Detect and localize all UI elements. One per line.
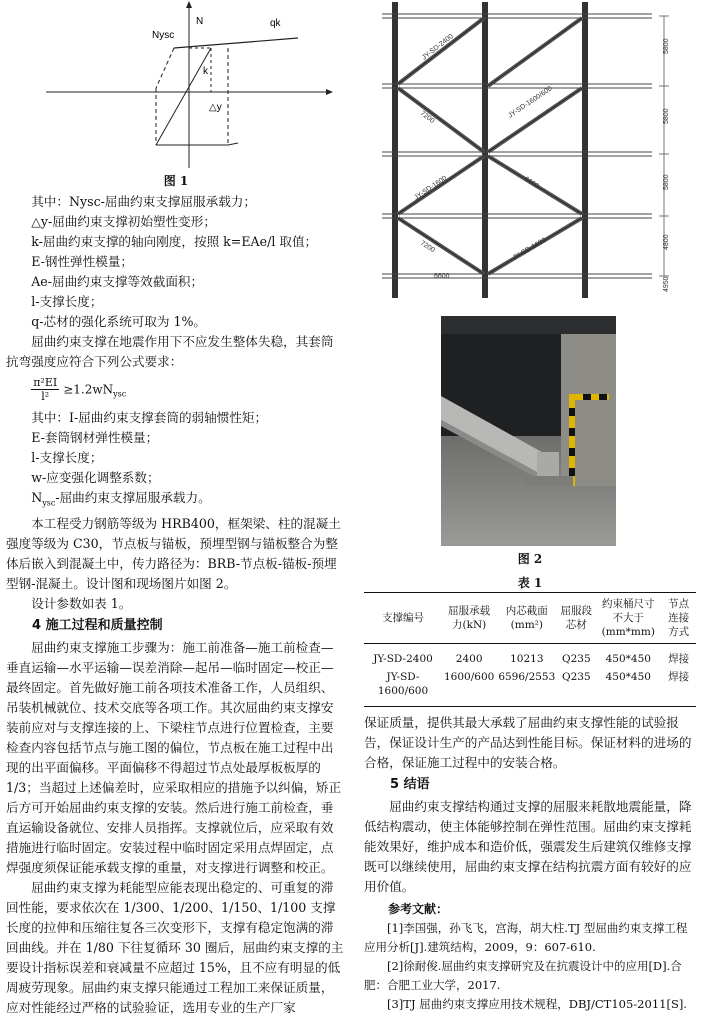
table-row [364,644,696,669]
figure1-caption: 图 1 [163,174,189,188]
reference-item: [1]李国强，孙飞飞，宫海，胡大柱.TJ 型屈曲约束支撑工程应用分析[J].建筑结构，2009，9：607-610. [364,921,688,954]
fig2-length: 6600 [522,175,540,191]
fig2-brace-label: JY-SD-2400 [420,32,455,62]
table-cell: Q235 [561,671,591,683]
table-cell: 1600/600 [444,671,495,683]
para-continued: 保证质量，提供其最大承载了屈曲约束支撑性能的试验报告，保证设计生产的产品达到性能目标。保证材料的进场的合格，保证施工过程中的安装合格。 [364,715,692,770]
fig1-label-qk: qk [270,18,281,29]
fig2-length: 7200 [418,110,436,125]
para-steps: 屈曲约束支撑施工步骤为：施工前准备—施工前检查—垂直运输—水平运输—误差消除—起吊—临时固定—校正—最终固定。首先做好施工前各项技术准备工作，人员组织、吊装机械就位、技术交底等各项工作。其次屈曲约束支撑安装前应对与支撑连接的上、下梁柱节点进行位置检查，主要检查内容包括节点与施工图的偏位，节点板在施工过程中出现的出平面偏移。平面偏移不得超过节点处最厚板板厚的 1/3；当超过上述偏差时，应采取相应的措施予以纠偏，矫正后方可开始屈曲约束支撑的安装。然后进行施工前检查，垂直运输设备就位、安排人员指挥。支撑就位后，应采取有效措施进行临时固定。安装过程中临时固定采用点焊固定，点焊强度须保证能承载支撑的重量，对支撑进行调整和校正。 [6,639,342,875]
fig2-dim: 4800 [663,234,670,250]
def-line: w-应变强化调整系数； [31,470,160,485]
definitions-list-1 [6,192,346,332]
def-line: l-支撑长度； [31,294,103,309]
table-header: 屈服段芯材 [560,605,593,631]
para-conclusion: 屈曲约束支撑结构通过支撑的屈服来耗散地震能量，降低结构震动，使主体能够控制在弹性范围。屈曲约束支撑耗能效果好，维护成本和造价低，强震发生后建筑仅维修支撑既可以继续使用，屈曲约束支撑在结构抗震方面有较好的应用价值。 [364,799,692,894]
def-line: 其中：I-屈曲约束支撑套筒的弱轴惯性矩； [31,410,268,425]
def-line: △y-屈曲约束支撑初始塑性变形； [31,214,216,229]
figure2-structural-drawing [364,0,696,302]
table-cell: 2400 [455,653,483,665]
figure1-hysteresis-diagram [6,0,346,172]
table-cell: 6596/2553 [498,671,556,683]
fig2-dim: 5800 [663,174,670,190]
def-line: E-套筒钢材弹性模量； [31,430,159,445]
fig2-dim: 4950 [663,276,670,292]
table1 [364,592,696,707]
table-header: 约束桶尺寸不大于(mm*mm) [601,598,655,638]
table-cell: 450*450 [605,671,651,683]
reference-item: [3]TJ 屈曲约束支撑应用技术规程，DBJ/CT105-2011[S]. [387,997,687,1011]
def-line: l-支撑长度； [31,450,103,465]
fig1-label-k: k [203,66,208,77]
def-line: q-芯材的强化系统可取为 1%。 [31,314,207,329]
site-photo-scene [441,316,616,546]
reference-item: [2]徐耐俊.屈曲约束支撑研究及在抗震设计中的应用[D].合肥：合肥工业大学，2017. [364,959,682,992]
left-column [6,0,346,1018]
fig2-dim: 5800 [663,38,670,54]
def-line: Ae-屈曲约束支撑等效截面积； [31,274,204,289]
table-cell: JY-SD-1600/600 [377,671,429,697]
fig2-length: 6600 [434,273,450,280]
table-cell: 10213 [510,653,544,665]
table1-title: 表 1 [517,576,543,590]
table-header: 屈服承载力(kN) [448,605,491,631]
table-header: 支撑编号 [382,612,424,624]
para-quality: 屈曲约束支撑为耗能型应能表现出稳定的、可重复的滞回性能，要求依次在 1/300、1/200、1/150、1/100 支撑长度的拉伸和压缩往复各三次变形下，支撑有稳定饱满的滞回曲线。并在 1/80 下往复循环 30 圈后，屈曲约束支撑的主要设计指标误差和衰减量不应超过 15%，且不应有明显的低周疲劳现象。屈曲约束支撑只能通过工程加工来保证质量，应对性能经过严格的试验验证，选用专业的生产厂家 [6,879,344,1015]
table-cell: Q235 [561,653,591,665]
table-cell: 450*450 [605,653,651,665]
para-stability: 屈曲约束支撑在地震作用下不应发生整体失稳，其套筒抗弯强度应符合下列公式要求： [6,334,334,369]
def-line: $N_{ysc}-$屈曲约束支撑屈服承载力。 [31,490,211,508]
definitions-list-2 [6,408,346,514]
fig1-label-n: N [196,16,204,27]
fig1-label-nysc: Nysc [152,30,175,41]
fig2-brace-label: JY-SD-1600 [511,236,548,262]
table-cell: JY-SD-2400 [373,653,433,665]
site-photo [441,316,616,546]
para-project: 本工程受力钢筋等级为 HRB400，框架梁、柱的混凝土强度等级为 C30，节点板与锚板，预埋型钢与锚板整合为整体后嵌入到混凝土中，传力路径为：BRB-节点板-锚板-预埋型钢-混凝土。设计图和现场图片如图 2。 [6,515,341,591]
fig2-brace-label: JY-SD-1600 [413,174,449,202]
table-cell: 焊接 [668,653,690,665]
references-heading: 参考文献： [388,902,449,916]
para-params: 设计参数如表 1。 [31,595,132,611]
table-header: 节点连接方式 [668,598,690,638]
fig2-brace-label: JY-SD-1600/600 [507,85,554,120]
formula-fraction [31,376,59,403]
fig2-length: 7200 [418,239,436,255]
formula-subscript: ysc [113,389,127,399]
fig1-label-delta-y: △y [209,102,222,113]
def-line: E-钢性弹性模量； [31,254,134,269]
figure2-caption: 图 2 [517,552,543,566]
formula-numerator: π²EI [33,376,58,389]
table-header-row [364,593,696,644]
section-5-heading: 5 结语 [390,777,430,792]
section-4-heading: 4 施工过程和质量控制 [32,617,163,633]
def-line: k-屈曲约束支撑的轴向刚度，按照 k=EAe/l 取值； [31,234,318,249]
table-header: 内芯截面(mm²) [505,605,548,631]
fig2-dim: 5800 [663,108,670,124]
table-cell: 焊接 [668,671,690,683]
formula-denominator: l² [41,390,50,403]
table-row [364,668,696,707]
formula-rhs: ≥1.2wN [63,382,114,397]
stability-formula [31,376,346,406]
def-line: 其中：Nysc-屈曲约束支撑屈服承载力； [31,194,256,209]
